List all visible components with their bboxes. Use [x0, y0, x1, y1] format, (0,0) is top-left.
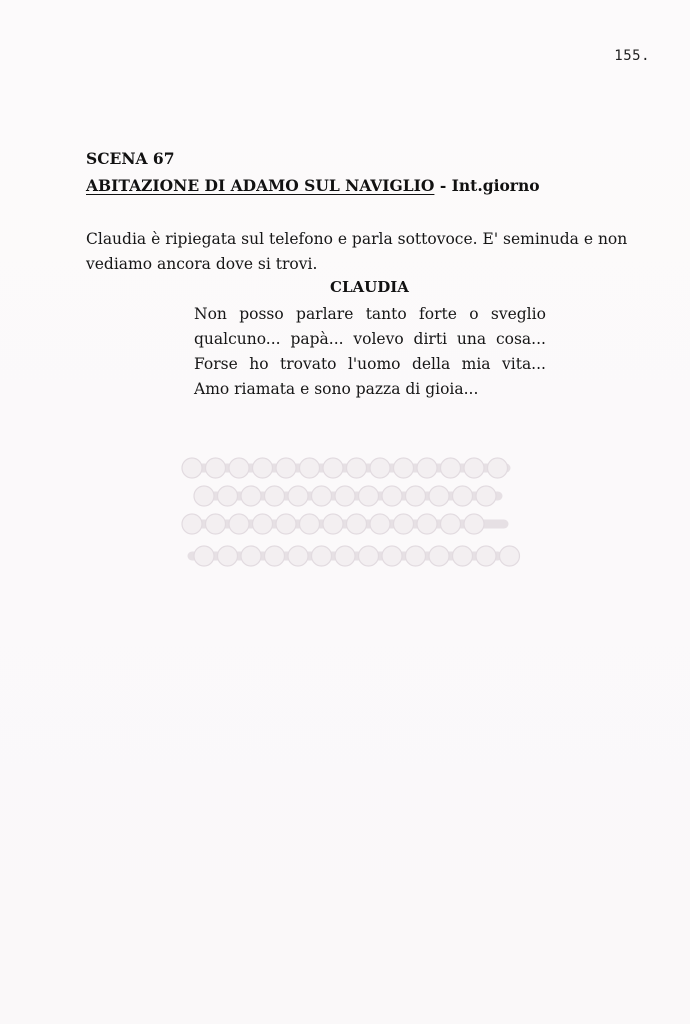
watermark-dot [453, 546, 473, 566]
watermark-dot [394, 458, 414, 478]
watermark-dot [359, 486, 379, 506]
watermark-dot [229, 514, 249, 534]
watermark-dot [441, 514, 461, 534]
watermark-dot [429, 486, 449, 506]
watermark-dot [182, 514, 202, 534]
watermark-dot [406, 486, 426, 506]
watermark-dot [335, 486, 355, 506]
watermark-dot [218, 546, 238, 566]
watermark-dot [488, 458, 508, 478]
watermark-dot [265, 486, 285, 506]
watermark-dot [417, 458, 437, 478]
watermark-dot [370, 514, 390, 534]
watermark-dot [453, 486, 473, 506]
dialogue-word: volevo [353, 330, 404, 348]
watermark-dot [464, 514, 484, 534]
dialogue-word: una [456, 330, 487, 348]
dialogue-word: sveglio [490, 305, 546, 323]
watermark-dot [312, 486, 332, 506]
dialogue-word: Non [194, 305, 227, 323]
dialogue-line [194, 352, 546, 377]
watermark-dot [429, 546, 449, 566]
dialogue-line [194, 377, 546, 402]
watermark-dot [241, 486, 261, 506]
dialogue-word: l'uomo [347, 355, 401, 373]
watermark-dot [241, 546, 261, 566]
dialogue-word: dirti [413, 330, 448, 348]
dialogue-line [194, 327, 546, 352]
watermark-dot [300, 514, 320, 534]
scene-time: Int.giorno [451, 176, 540, 195]
dialogue-word: vita... [502, 355, 546, 373]
scene-heading: SCENA 67 [86, 149, 175, 168]
action-paragraph: Claudia è ripiegata sul telefono e parla sottovoce. E' seminuda e non vediamo ancora dove si trovi. [86, 230, 628, 273]
watermark-dot [476, 546, 496, 566]
dialogue-word: mia [461, 355, 491, 373]
watermark-dot [382, 486, 402, 506]
watermark-dot [276, 458, 296, 478]
watermark-dot [276, 514, 296, 534]
watermark-dot [347, 458, 367, 478]
dialogue-block [194, 302, 546, 402]
watermark-stamp-icon [176, 448, 522, 580]
watermark-dot [288, 546, 308, 566]
watermark-dot [265, 546, 285, 566]
dialogue-word: tanto [365, 305, 407, 323]
watermark-dot [464, 458, 484, 478]
watermark-dot [288, 486, 308, 506]
watermark-dot [300, 458, 320, 478]
watermark-dot [253, 458, 273, 478]
dialogue-word: forte [419, 305, 457, 323]
watermark-dot [312, 546, 332, 566]
dialogue-word: Amo riamata e sono pazza di gioia... [194, 380, 479, 398]
watermark-dot [335, 546, 355, 566]
dialogue-word: o [469, 305, 479, 323]
scene-location: ABITAZIONE DI ADAMO SUL NAVIGLIO [86, 176, 435, 195]
scene-location-line [86, 176, 540, 195]
dialogue-word: della [411, 355, 451, 373]
dialogue-word: trovato [279, 355, 337, 373]
watermark-dot [382, 546, 402, 566]
dialogue-word: Forse [194, 355, 238, 373]
dialogue-word: posso [239, 305, 284, 323]
watermark-dot [417, 514, 437, 534]
watermark-dot [218, 486, 238, 506]
scene-separator: - [434, 176, 452, 195]
watermark-dot [370, 458, 390, 478]
character-name: CLAUDIA [330, 278, 409, 296]
watermark-dot [394, 514, 414, 534]
watermark-dot [182, 458, 202, 478]
watermark-dot [347, 514, 367, 534]
watermark-dot [441, 458, 461, 478]
dialogue-line [194, 302, 546, 327]
watermark-dot [206, 458, 226, 478]
watermark-dot [229, 458, 249, 478]
watermark-dot [253, 514, 273, 534]
dialogue-word: cosa... [495, 330, 546, 348]
watermark-dot [323, 514, 343, 534]
dialogue-word: qualcuno... [194, 330, 281, 348]
page-number: 155. [614, 48, 650, 64]
watermark-dot [194, 486, 214, 506]
watermark-dot [323, 458, 343, 478]
dialogue-word: papà... [290, 330, 344, 348]
watermark-dot [194, 546, 214, 566]
watermark-dot [359, 546, 379, 566]
watermark-dot [476, 486, 496, 506]
dialogue-word: parlare [296, 305, 354, 323]
watermark-dot [206, 514, 226, 534]
dialogue-word: ho [249, 355, 269, 373]
watermark-dot [500, 546, 520, 566]
watermark-dot [406, 546, 426, 566]
